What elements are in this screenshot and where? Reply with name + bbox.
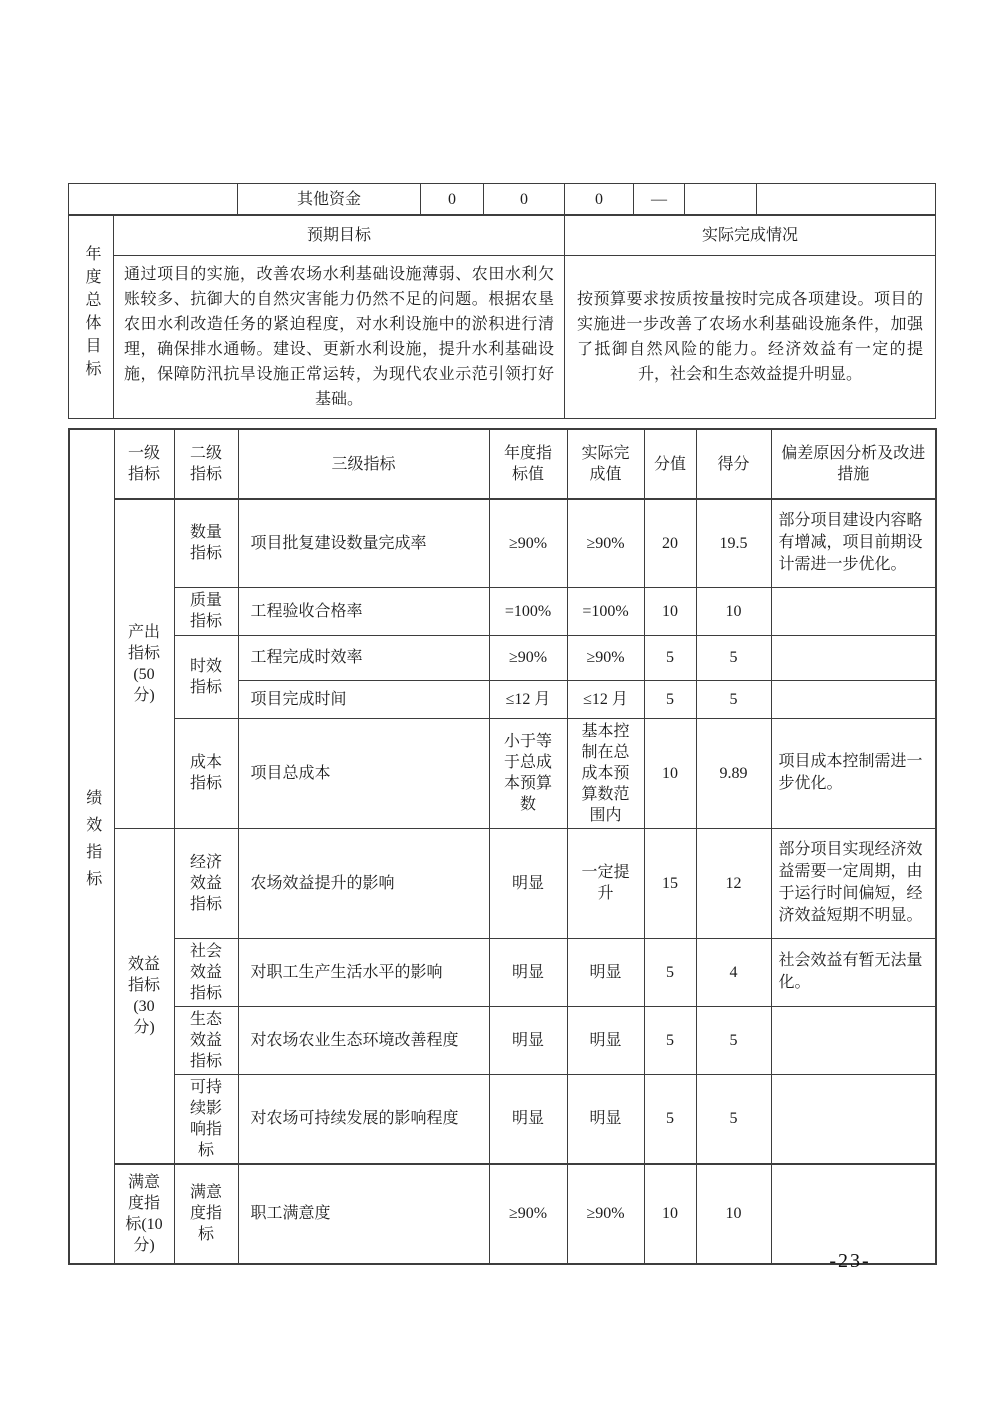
actual-cell: ≤12 月 bbox=[567, 680, 644, 718]
deviation-cell bbox=[771, 1164, 936, 1264]
performance-row-label: 绩效指标 bbox=[83, 789, 101, 898]
level3-cell: 对农场可持续发展的影响程度 bbox=[238, 1074, 489, 1164]
performance-row-label-cell bbox=[69, 429, 114, 1264]
actual-cell: ≥90% bbox=[567, 1164, 644, 1264]
table-row-cost bbox=[69, 718, 936, 828]
funds-value-cell: 0 bbox=[421, 184, 484, 215]
level2-social: 社会效益指标 bbox=[174, 938, 238, 1006]
target-cell: 明显 bbox=[489, 828, 567, 938]
points-cell: 20 bbox=[644, 499, 696, 587]
table-row-economic bbox=[69, 828, 936, 938]
table-row-social bbox=[69, 938, 936, 1006]
score-cell: 5 bbox=[696, 1074, 771, 1164]
performance-table bbox=[68, 428, 937, 1265]
funds-value-cell: — bbox=[634, 184, 685, 215]
deviation-cell: 部分项目建设内容略有增减，项目前期设计需进一步优化。 bbox=[771, 499, 936, 587]
header-deviation: 偏差原因分析及改进措施 bbox=[771, 429, 936, 499]
annual-goal-row-label-cell bbox=[69, 216, 114, 419]
level3-cell: 项目批复建设数量完成率 bbox=[238, 499, 489, 587]
points-cell: 15 bbox=[644, 828, 696, 938]
table-row-quality bbox=[69, 587, 936, 635]
level3-cell: 职工满意度 bbox=[238, 1164, 489, 1264]
deviation-cell: 社会效益有暂无法量化。 bbox=[771, 938, 936, 1006]
header-level1: 一级指标 bbox=[114, 429, 174, 499]
header-points: 分值 bbox=[644, 429, 696, 499]
funds-value-cell: 0 bbox=[565, 184, 634, 215]
table-row-sustainable bbox=[69, 1074, 936, 1164]
level3-cell: 项目完成时间 bbox=[238, 680, 489, 718]
deviation-cell bbox=[771, 587, 936, 635]
score-cell: 9.89 bbox=[696, 718, 771, 828]
target-cell: 小于等于总成本预算数 bbox=[489, 718, 567, 828]
actual-completion-header: 实际完成情况 bbox=[565, 216, 936, 256]
empty-cell bbox=[757, 184, 936, 215]
level2-satisfaction: 满意度指标 bbox=[174, 1164, 238, 1264]
funds-label-cell: 其他资金 bbox=[238, 184, 421, 215]
level2-sustainable: 可持续影响指标 bbox=[174, 1074, 238, 1164]
score-cell: 10 bbox=[696, 587, 771, 635]
annual-goal-row-label: 年度总体目标 bbox=[83, 245, 100, 383]
target-cell: =100% bbox=[489, 587, 567, 635]
target-cell: 明显 bbox=[489, 938, 567, 1006]
actual-cell: 一定提升 bbox=[567, 828, 644, 938]
level3-cell: 农场效益提升的影响 bbox=[238, 828, 489, 938]
points-cell: 10 bbox=[644, 718, 696, 828]
actual-cell: ≥90% bbox=[567, 635, 644, 680]
annual-goal-table bbox=[68, 215, 936, 419]
performance-header-row bbox=[69, 429, 936, 499]
score-cell: 5 bbox=[696, 680, 771, 718]
points-cell: 5 bbox=[644, 635, 696, 680]
level1-group-satisfaction: 满意度指标(10分) bbox=[114, 1164, 174, 1264]
target-cell: ≥90% bbox=[489, 499, 567, 587]
level3-cell: 工程完成时效率 bbox=[238, 635, 489, 680]
target-cell: ≥90% bbox=[489, 635, 567, 680]
actual-cell: 明显 bbox=[567, 938, 644, 1006]
score-cell: 19.5 bbox=[696, 499, 771, 587]
points-cell: 10 bbox=[644, 1164, 696, 1264]
points-cell: 10 bbox=[644, 587, 696, 635]
empty-cell bbox=[685, 184, 757, 215]
deviation-cell: 项目成本控制需进一步优化。 bbox=[771, 718, 936, 828]
deviation-cell: 部分项目实现经济效益需要一定周期，由于运行时间偏短，经济效益短期不明显。 bbox=[771, 828, 936, 938]
actual-cell: ≥90% bbox=[567, 499, 644, 587]
target-cell: ≥90% bbox=[489, 1164, 567, 1264]
header-level2: 二级指标 bbox=[174, 429, 238, 499]
funds-row bbox=[69, 184, 936, 215]
header-level3: 三级指标 bbox=[238, 429, 489, 499]
score-cell: 4 bbox=[696, 938, 771, 1006]
score-cell: 10 bbox=[696, 1164, 771, 1264]
table-row-quantity bbox=[69, 499, 936, 587]
actual-cell: 明显 bbox=[567, 1074, 644, 1164]
annual-goal-body-row bbox=[69, 256, 936, 419]
level2-quality: 质量指标 bbox=[174, 587, 238, 635]
level3-cell: 项目总成本 bbox=[238, 718, 489, 828]
level2-timeliness: 时效指标 bbox=[174, 635, 238, 718]
table-row-satisfaction bbox=[69, 1164, 936, 1264]
header-score: 得分 bbox=[696, 429, 771, 499]
points-cell: 5 bbox=[644, 938, 696, 1006]
target-cell: 明显 bbox=[489, 1006, 567, 1074]
page-number: -23- bbox=[829, 1250, 871, 1272]
target-cell: ≤12 月 bbox=[489, 680, 567, 718]
level3-cell: 对职工生产生活水平的影响 bbox=[238, 938, 489, 1006]
actual-cell: 明显 bbox=[567, 1006, 644, 1074]
points-cell: 5 bbox=[644, 1074, 696, 1164]
actual-cell: 基本控制在总成本预算数范围内 bbox=[567, 718, 644, 828]
actual-completion-text: 按预算要求按质按量按时完成各项建设。项目的实施进一步改善了农场水利基础设施条件，加强了抵御自然风险的能力。经济效益有一定的提升，社会和生态效益提升明显。 bbox=[565, 256, 936, 419]
expected-goal-text: 通过项目的实施，改善农场水利基础设施薄弱、农田水利欠账较多、抗御大的自然灾害能力仍然不足的问题。根据农垦农田水利改造任务的紧迫程度，对水利设施中的淤积进行清理，确保排水通畅。建设、更新水利设施，提升水利基础设施，保障防汛抗旱设施正常运转，为现代农业示范引领打好基础。 bbox=[114, 256, 565, 419]
deviation-cell bbox=[771, 1074, 936, 1164]
level3-cell: 对农场农业生态环境改善程度 bbox=[238, 1006, 489, 1074]
table-row-ecological bbox=[69, 1006, 936, 1074]
points-cell: 5 bbox=[644, 680, 696, 718]
score-cell: 12 bbox=[696, 828, 771, 938]
actual-cell: =100% bbox=[567, 587, 644, 635]
deviation-cell bbox=[771, 635, 936, 680]
expected-goal-header: 预期目标 bbox=[114, 216, 565, 256]
level3-cell: 工程验收合格率 bbox=[238, 587, 489, 635]
level1-group-benefit: 效益指标(30分) bbox=[114, 828, 174, 1164]
deviation-cell bbox=[771, 1006, 936, 1074]
header-target: 年度指标值 bbox=[489, 429, 567, 499]
score-cell: 5 bbox=[696, 1006, 771, 1074]
empty-cell bbox=[69, 184, 238, 215]
funds-table bbox=[68, 183, 936, 215]
level2-ecological: 生态效益指标 bbox=[174, 1006, 238, 1074]
score-cell: 5 bbox=[696, 635, 771, 680]
funds-value-cell: 0 bbox=[484, 184, 565, 215]
level2-economic: 经济效益指标 bbox=[174, 828, 238, 938]
level2-quantity: 数量指标 bbox=[174, 499, 238, 587]
level1-group-output: 产出指标(50分) bbox=[114, 499, 174, 828]
document-page bbox=[68, 183, 935, 1265]
level2-cost: 成本指标 bbox=[174, 718, 238, 828]
deviation-cell bbox=[771, 680, 936, 718]
table-row-timeliness-1 bbox=[69, 635, 936, 680]
points-cell: 5 bbox=[644, 1006, 696, 1074]
target-cell: 明显 bbox=[489, 1074, 567, 1164]
annual-goal-header-row bbox=[69, 216, 936, 256]
header-actual: 实际完成值 bbox=[567, 429, 644, 499]
